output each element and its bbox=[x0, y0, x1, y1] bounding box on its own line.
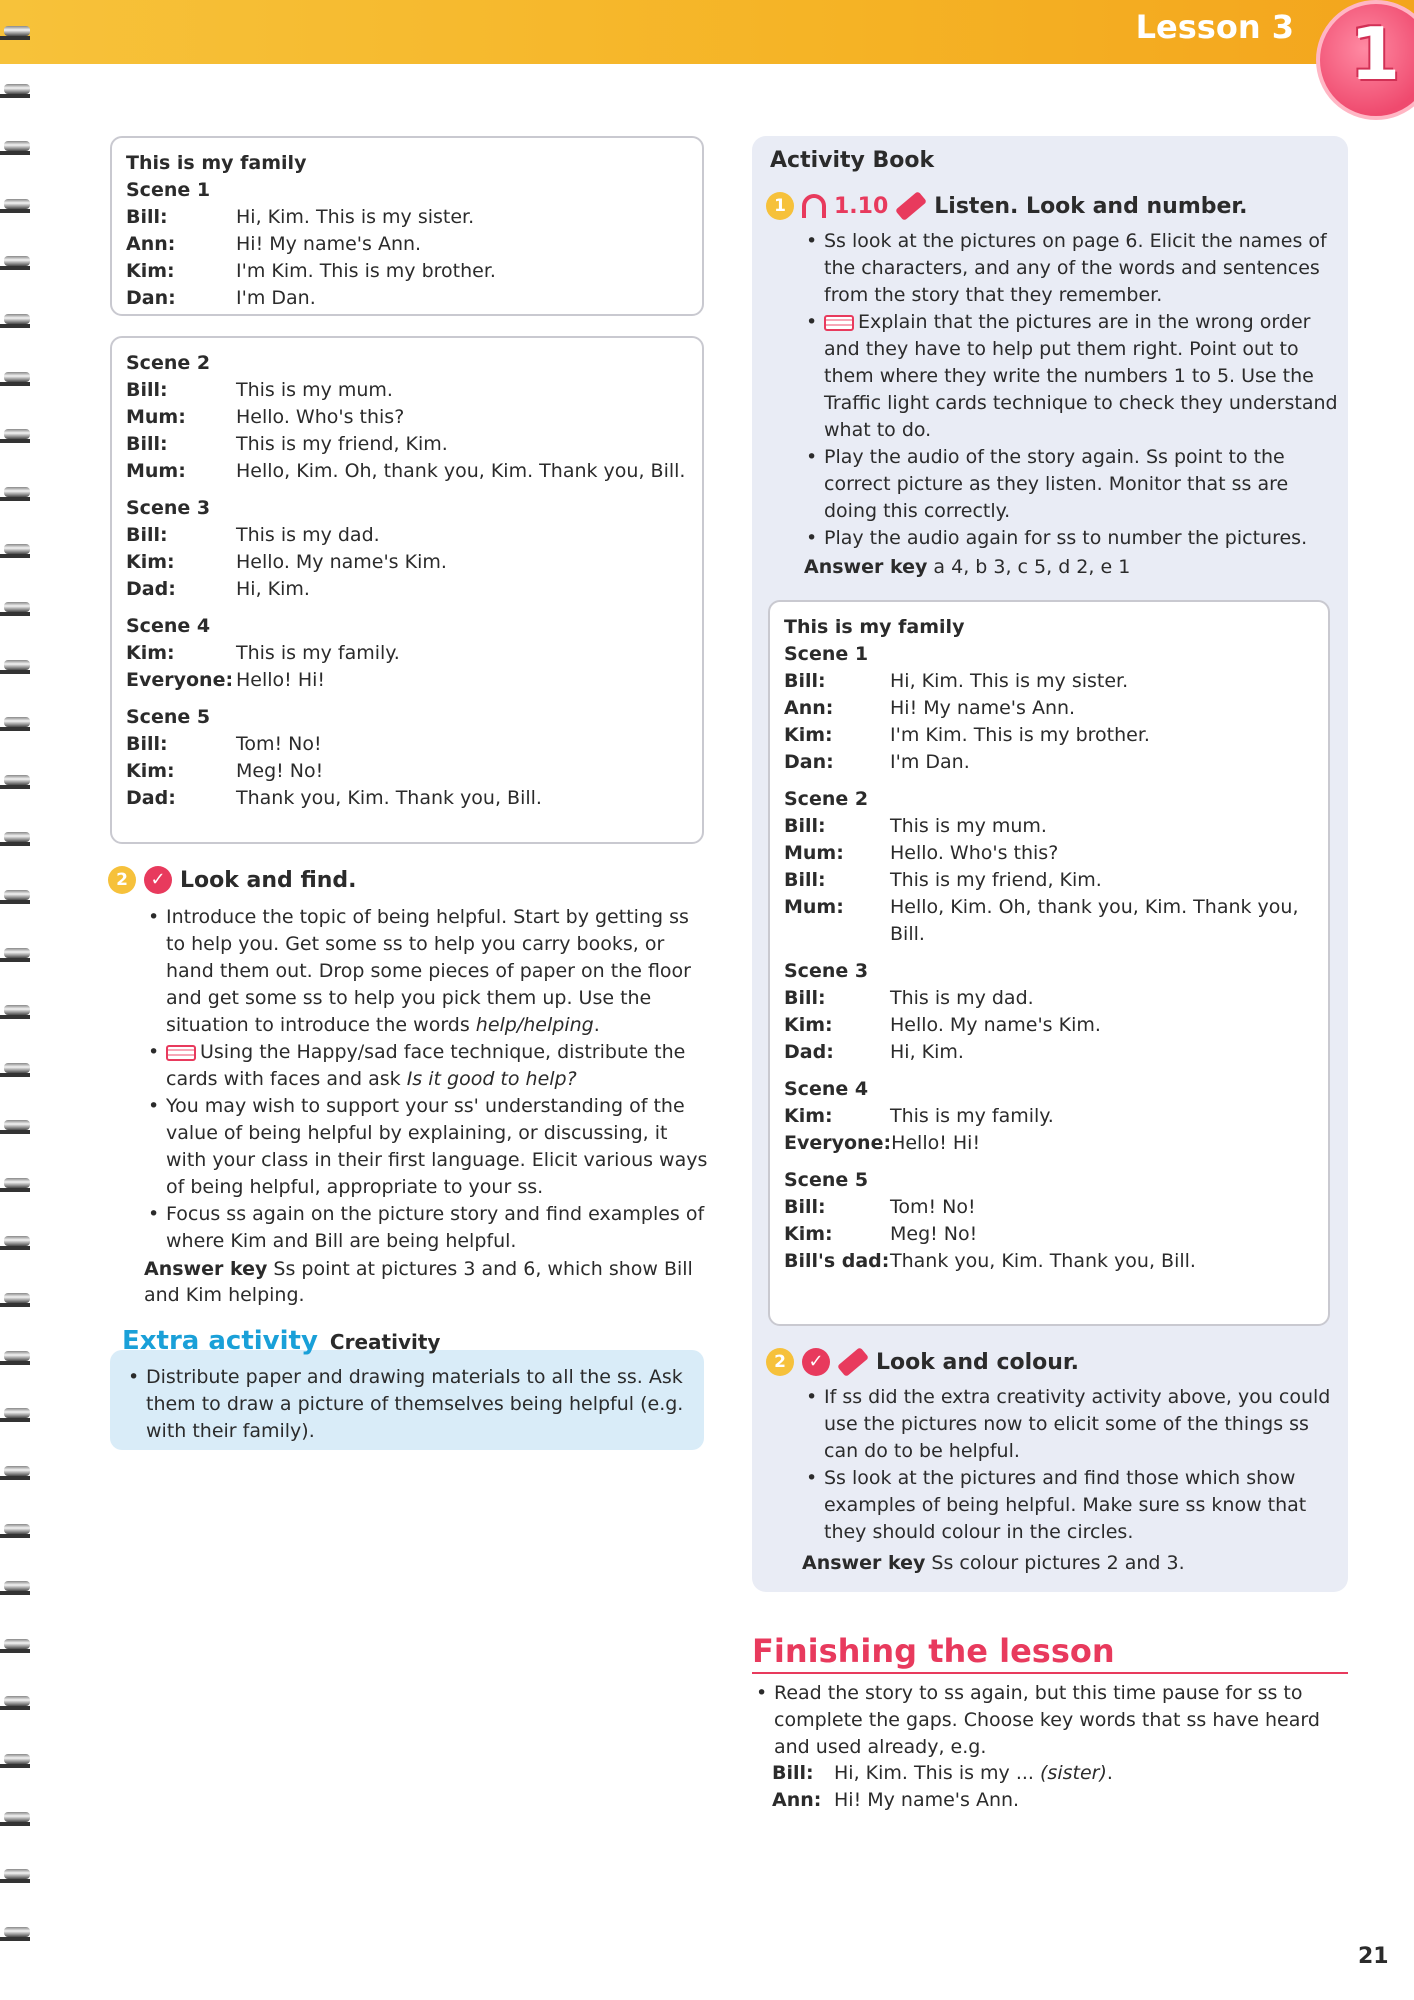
binding-ring bbox=[0, 78, 32, 104]
binding-ring bbox=[0, 1402, 32, 1428]
line-text: Thank you, Kim. Thank you, Bill. bbox=[236, 787, 542, 809]
binding-ring bbox=[0, 135, 32, 161]
answer-text: Ss colour pictures 2 and 3. bbox=[931, 1552, 1185, 1574]
story-box-scenes-2-5 bbox=[110, 336, 704, 844]
bullet-text: If ss did the extra creativity activity above, you could use the pictures now to elicit some of the things ss can do to be helpful. bbox=[824, 1386, 1331, 1462]
list-item bbox=[802, 228, 1340, 309]
dialogue-line bbox=[784, 695, 1314, 722]
dialogue-line bbox=[126, 549, 688, 576]
dialogue-line bbox=[772, 1760, 1332, 1787]
speaker: Kim: bbox=[126, 260, 175, 282]
binding-ring bbox=[0, 999, 32, 1025]
unit-number: 1 bbox=[1350, 12, 1401, 96]
list-item bbox=[752, 1680, 1332, 1761]
binding-ring bbox=[0, 596, 32, 622]
dialogue-line bbox=[784, 749, 1314, 776]
dialogue-line bbox=[784, 1194, 1314, 1221]
line-text: Meg! No! bbox=[236, 760, 324, 782]
bullet-text: Play the audio of the story again. Ss point to the correct picture as they listen. Monitor that ss are doing this correctly. bbox=[824, 446, 1289, 522]
binding-ring bbox=[0, 308, 32, 334]
emphasis: (sister) bbox=[1040, 1762, 1107, 1784]
line-text: This is my family. bbox=[890, 1105, 1054, 1127]
binding-ring bbox=[0, 1460, 32, 1486]
extra-activity-subtitle: Creativity bbox=[329, 1330, 441, 1354]
speaker: Mum: bbox=[784, 842, 844, 864]
look-colour-answer-key bbox=[802, 1550, 1322, 1576]
dialogue-line bbox=[784, 840, 1314, 867]
speaker: Kim: bbox=[784, 724, 833, 746]
speaker: Kim: bbox=[784, 1105, 833, 1127]
binding-ring bbox=[0, 250, 32, 276]
binding-ring bbox=[0, 20, 32, 46]
binding-ring bbox=[0, 1518, 32, 1544]
scene-title: Scene 1 bbox=[126, 179, 211, 201]
line-text: Hello! Hi! bbox=[891, 1132, 981, 1154]
dialogue-line bbox=[126, 258, 688, 285]
dialogue-line bbox=[126, 576, 688, 603]
extra-activity-heading bbox=[122, 1326, 440, 1356]
dialogue-line bbox=[784, 722, 1314, 749]
answer-label: Answer key bbox=[144, 1258, 268, 1280]
line-text: Hi, Kim. This is my ... bbox=[834, 1762, 1041, 1784]
dialogue bbox=[126, 204, 688, 312]
list-item bbox=[802, 1384, 1340, 1465]
list-item bbox=[802, 1465, 1340, 1546]
listen-look-number-bullets bbox=[802, 228, 1340, 552]
listen-look-number-answer-key bbox=[804, 554, 1324, 580]
line-text: Hello. My name's Kim. bbox=[890, 1014, 1101, 1036]
line-text: This is my family. bbox=[236, 642, 400, 664]
activity-number-badge: 2 bbox=[766, 1348, 794, 1376]
binding-ring bbox=[0, 1230, 32, 1256]
speaker: Bill: bbox=[784, 670, 826, 692]
bullet-text: Focus ss again on the picture story and find examples of where Kim and Bill are being helpful. bbox=[166, 1203, 705, 1252]
dialogue-line bbox=[784, 1039, 1314, 1066]
speaker: Bill: bbox=[784, 869, 826, 891]
line-text: Hi, Kim. This is my sister. bbox=[236, 206, 475, 228]
line-text: Hello! Hi! bbox=[236, 669, 325, 691]
binding-ring bbox=[0, 366, 32, 392]
binding-ring bbox=[0, 1748, 32, 1774]
binding-ring bbox=[0, 654, 32, 680]
bullet-text: You may wish to support your ss' understanding of the value of being helpful by explaining, or discussing, it with your class in their first language. Elicit various ways of being helpful, appropriate to your ss. bbox=[166, 1095, 708, 1198]
line-text: This is my mum. bbox=[890, 815, 1047, 837]
bullet-text: . bbox=[593, 1014, 600, 1036]
emphasis: help/helping bbox=[475, 1014, 594, 1036]
dialogue-line bbox=[784, 1130, 1314, 1157]
scene-title: Scene 1 bbox=[784, 643, 869, 665]
speaker: Mum: bbox=[126, 406, 186, 428]
dialogue-line bbox=[784, 1103, 1314, 1130]
line-text: Thank you, Kim. Thank you, Bill. bbox=[890, 1250, 1196, 1272]
dialogue-line bbox=[784, 668, 1314, 695]
speaker: Bill: bbox=[784, 815, 826, 837]
pencil-icon bbox=[895, 191, 927, 221]
dialogue-line bbox=[126, 431, 688, 458]
bullet-text: Ss look at the pictures on page 6. Elicit the names of the characters, and any of the words and sentences from the story that they remember. bbox=[824, 230, 1327, 306]
pencil-icon bbox=[837, 1347, 869, 1377]
tick-icon: ✓ bbox=[144, 866, 172, 894]
speaker: Everyone: bbox=[784, 1132, 892, 1154]
speaker: Kim: bbox=[126, 760, 175, 782]
dialogue-line bbox=[784, 1012, 1314, 1039]
look-find-bullets bbox=[144, 904, 708, 1255]
binding-ring bbox=[0, 942, 32, 968]
dialogue-line bbox=[772, 1787, 1332, 1814]
dialogue-line bbox=[126, 404, 688, 431]
speaker: Kim: bbox=[784, 1014, 833, 1036]
speaker: Dad: bbox=[126, 787, 176, 809]
binding-ring bbox=[0, 711, 32, 737]
binding-ring bbox=[0, 1921, 32, 1947]
dialogue-line bbox=[784, 985, 1314, 1012]
dialogue-line bbox=[784, 867, 1314, 894]
binding-ring bbox=[0, 1863, 32, 1889]
answer-text: Ss point at pictures 3 and 6, which show Bill and Kim helping. bbox=[144, 1258, 693, 1306]
speaker: Bill's dad: bbox=[784, 1250, 890, 1272]
line-text: Hello. My name's Kim. bbox=[236, 551, 447, 573]
binding-ring bbox=[0, 538, 32, 564]
list-item bbox=[144, 1201, 708, 1255]
scene-title: Scene 2 bbox=[126, 352, 211, 374]
dialogue-line bbox=[126, 204, 688, 231]
line-text: I'm Dan. bbox=[890, 751, 970, 773]
binding-ring bbox=[0, 1057, 32, 1083]
list-item bbox=[144, 1093, 708, 1201]
speaker: Ann: bbox=[784, 697, 834, 719]
extra-activity-title: Extra activity bbox=[122, 1326, 318, 1356]
activity-book-title: Activity Book bbox=[770, 148, 935, 173]
page-number: 21 bbox=[1358, 1944, 1389, 1969]
dialogue-line bbox=[784, 894, 1314, 948]
tick-icon: ✓ bbox=[802, 1348, 830, 1376]
dialogue-line bbox=[126, 640, 688, 667]
speaker: Bill: bbox=[126, 379, 168, 401]
story-box-scene1 bbox=[110, 136, 704, 316]
list-item bbox=[144, 904, 708, 1039]
cards-icon bbox=[166, 1045, 196, 1061]
dialogue-line bbox=[126, 758, 688, 785]
story-title: This is my family bbox=[126, 152, 307, 174]
scene-title: Scene 4 bbox=[126, 615, 211, 637]
binding-ring bbox=[0, 1690, 32, 1716]
line-text: Tom! No! bbox=[236, 733, 322, 755]
dialogue-line bbox=[784, 813, 1314, 840]
line-text: Hi, Kim. bbox=[890, 1041, 964, 1063]
story-title: This is my family bbox=[784, 616, 965, 638]
speaker: Mum: bbox=[784, 896, 844, 918]
line-text: I'm Kim. This is my brother. bbox=[236, 260, 496, 282]
emphasis: Is it good to help? bbox=[406, 1068, 577, 1090]
activity-number-badge: 1 bbox=[766, 192, 794, 220]
speaker: Dad: bbox=[126, 578, 176, 600]
dialogue-line bbox=[126, 377, 688, 404]
line-text: Hi! My name's Ann. bbox=[834, 1789, 1020, 1811]
line-text: Hello, Kim. Oh, thank you, Kim. Thank you, Bill. bbox=[236, 460, 686, 482]
dialogue-line bbox=[126, 731, 688, 758]
bullet-text: Using the Happy/sad face technique, distribute the cards with faces and ask bbox=[166, 1041, 686, 1090]
speaker: Bill: bbox=[784, 987, 826, 1009]
answer-label: Answer key bbox=[804, 556, 928, 578]
dialogue-line bbox=[126, 667, 688, 694]
dialogue-line bbox=[126, 785, 688, 812]
speaker: Dad: bbox=[784, 1041, 834, 1063]
binding-ring bbox=[0, 193, 32, 219]
binding-ring bbox=[0, 1345, 32, 1371]
speaker: Dan: bbox=[784, 751, 834, 773]
finishing-bullets bbox=[752, 1680, 1332, 1761]
dialogue-line bbox=[126, 522, 688, 549]
speaker: Bill: bbox=[126, 733, 168, 755]
line-text: Hello, Kim. Oh, thank you, Kim. Thank you, Bill. bbox=[890, 896, 1299, 945]
scenes bbox=[784, 641, 1314, 1275]
binding-ring bbox=[0, 481, 32, 507]
bullet-text: Distribute paper and drawing materials to all the ss. Ask them to draw a picture of themselves being helpful (e.g. with their family). bbox=[146, 1366, 684, 1442]
list-item bbox=[802, 444, 1340, 525]
speaker: Kim: bbox=[784, 1223, 833, 1245]
finishing-lesson-heading: Finishing the lesson bbox=[752, 1632, 1348, 1674]
speaker: Ann: bbox=[126, 233, 176, 255]
look-find-heading bbox=[108, 866, 357, 894]
binding-ring bbox=[0, 1172, 32, 1198]
scene-title: Scene 3 bbox=[784, 960, 869, 982]
answer-text: a 4, b 3, c 5, d 2, e 1 bbox=[933, 556, 1131, 578]
dialogue-line bbox=[784, 1221, 1314, 1248]
dialogue-line bbox=[784, 1248, 1314, 1275]
speaker: Ann: bbox=[772, 1789, 822, 1811]
line-text: Hi! My name's Ann. bbox=[890, 697, 1076, 719]
bullet-text: Introduce the topic of being helpful. Start by getting ss to help you. Get some ss to help you carry books, or hand them out. Drop some pieces of paper on the floor and get some ss to help you pick them up. Use the situation to introduce the words bbox=[166, 906, 691, 1036]
speaker: Mum: bbox=[126, 460, 186, 482]
scene-title: Scene 5 bbox=[784, 1169, 869, 1191]
listen-look-number-heading bbox=[766, 192, 1248, 220]
scene-title: Scene 4 bbox=[784, 1078, 869, 1100]
binding-ring bbox=[0, 1287, 32, 1313]
bullet-text: Ss look at the pictures and find those which show examples of being helpful. Make sure ss know that they should colour in the circles. bbox=[824, 1467, 1307, 1543]
audio-track: 1.10 bbox=[834, 193, 889, 219]
line-text: This is my dad. bbox=[236, 524, 380, 546]
line-text: Hello. Who's this? bbox=[890, 842, 1059, 864]
binding-ring bbox=[0, 826, 32, 852]
speaker: Bill: bbox=[772, 1762, 814, 1784]
activity-book-story-box bbox=[768, 600, 1330, 1326]
line-text: Hi! My name's Ann. bbox=[236, 233, 422, 255]
line-text: I'm Kim. This is my brother. bbox=[890, 724, 1150, 746]
activity-title: Look and colour. bbox=[876, 1349, 1079, 1375]
speaker: Bill: bbox=[126, 524, 168, 546]
line-text: . bbox=[1106, 1762, 1113, 1784]
scene-title: Scene 3 bbox=[126, 497, 211, 519]
speaker: Bill: bbox=[784, 1196, 826, 1218]
line-text: Hi, Kim. bbox=[236, 578, 310, 600]
activity-title: Listen. Look and number. bbox=[934, 193, 1248, 219]
binding-ring bbox=[0, 1633, 32, 1659]
line-text: This is my friend, Kim. bbox=[890, 869, 1102, 891]
speaker: Everyone: bbox=[126, 669, 234, 691]
line-text: Hello. Who's this? bbox=[236, 406, 405, 428]
binding-ring bbox=[0, 769, 32, 795]
list-item bbox=[802, 525, 1340, 552]
activity-number-badge: 2 bbox=[108, 866, 136, 894]
binding-ring bbox=[0, 1114, 32, 1140]
look-colour-bullets bbox=[802, 1384, 1340, 1546]
speaker: Kim: bbox=[126, 642, 175, 664]
binding-ring bbox=[0, 1575, 32, 1601]
dialogue-line bbox=[126, 231, 688, 258]
line-text: This is my mum. bbox=[236, 379, 393, 401]
speaker: Kim: bbox=[126, 551, 175, 573]
look-colour-heading bbox=[766, 1348, 1079, 1376]
lesson-title: Lesson 3 bbox=[1135, 8, 1294, 46]
line-text: I'm Dan. bbox=[236, 287, 316, 309]
line-text: Tom! No! bbox=[890, 1196, 976, 1218]
bullet-text: Play the audio again for ss to number the pictures. bbox=[824, 527, 1308, 549]
line-text: Meg! No! bbox=[890, 1223, 978, 1245]
line-text: Hi, Kim. This is my sister. bbox=[890, 670, 1129, 692]
bullet-text: Read the story to ss again, but this time pause for ss to complete the gaps. Choose key words that ss have heard and used already, e.g. bbox=[774, 1682, 1320, 1758]
line-text: This is my dad. bbox=[890, 987, 1034, 1009]
list-item bbox=[124, 1364, 684, 1445]
speaker: Dan: bbox=[126, 287, 176, 309]
finishing-dialogue bbox=[772, 1760, 1332, 1814]
list-item bbox=[802, 309, 1340, 444]
extra-activity-bullets bbox=[124, 1364, 684, 1445]
binding-ring bbox=[0, 1806, 32, 1832]
answer-label: Answer key bbox=[802, 1552, 926, 1574]
binding-ring bbox=[0, 884, 32, 910]
list-item bbox=[144, 1039, 708, 1093]
dialogue-line bbox=[126, 285, 688, 312]
speaker: Bill: bbox=[126, 206, 168, 228]
spiral-binding bbox=[0, 20, 34, 1980]
activity-title: Look and find. bbox=[180, 867, 357, 893]
look-find-answer-key bbox=[144, 1256, 708, 1308]
headphones-icon bbox=[802, 194, 826, 218]
bullet-text: Explain that the pictures are in the wrong order and they have to help put them right. Point out to them where they write the numbers 1 to 5. Use the Traffic light cards technique to check they understand what to do. bbox=[824, 311, 1338, 441]
scene-title: Scene 5 bbox=[126, 706, 211, 728]
binding-ring bbox=[0, 423, 32, 449]
speaker: Bill: bbox=[126, 433, 168, 455]
scene-title: Scene 2 bbox=[784, 788, 869, 810]
line-text: This is my friend, Kim. bbox=[236, 433, 448, 455]
cards-icon bbox=[824, 315, 854, 331]
dialogue-line bbox=[126, 458, 688, 485]
